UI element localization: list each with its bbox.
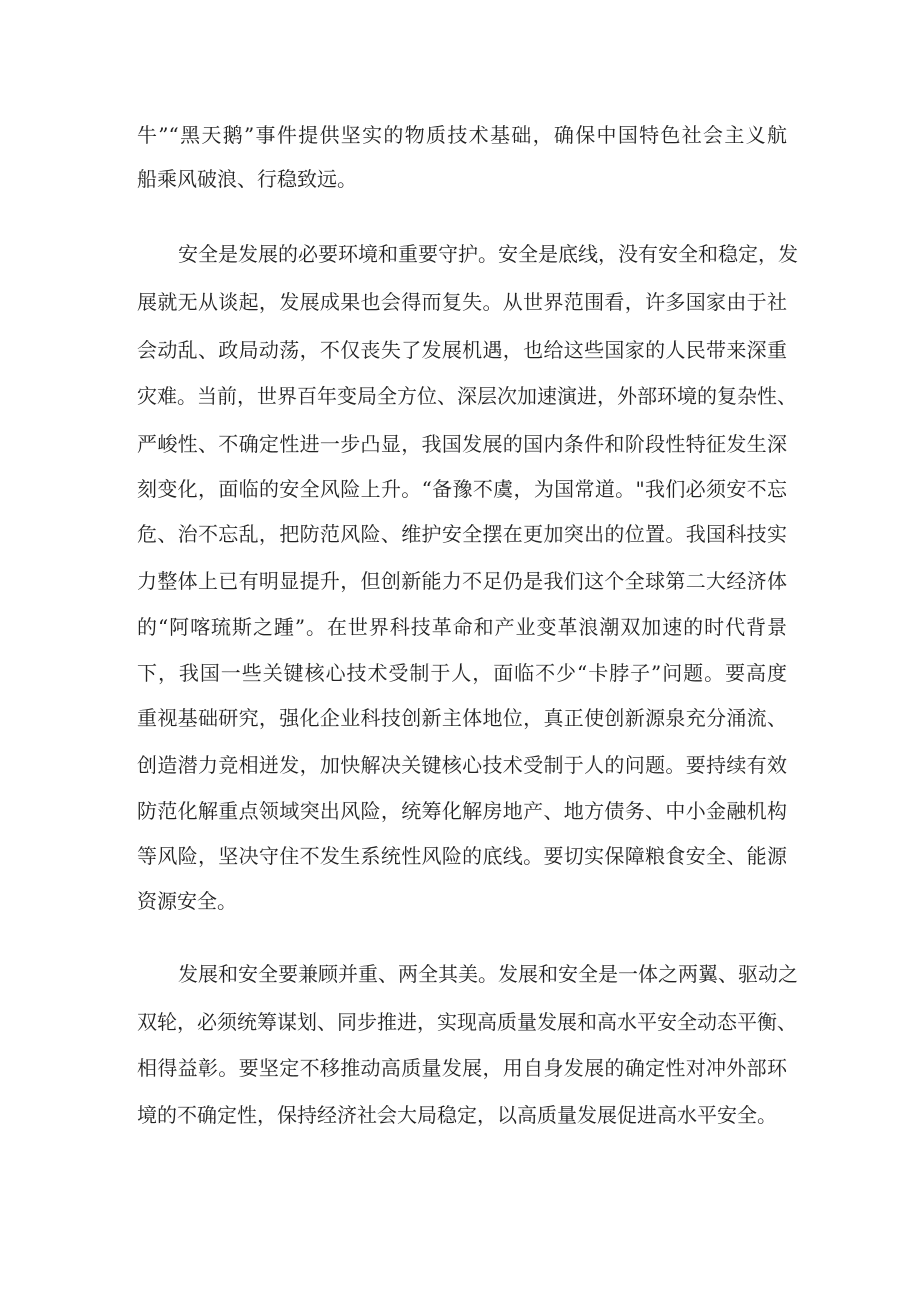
text-line: 灾难。当前，世界百年变局全方位、深层次加速演进，外部环境的复杂性、 <box>137 384 797 408</box>
text-line: 资源安全。 <box>137 889 237 913</box>
text-line: 下，我国一些关键核心技术受制于人，面临不少“卡脖子”问题。要高度 <box>137 661 787 685</box>
text-line: 创造潜力竞相迸发，加快解决关键核心技术受制于人的问题。要持续有效 <box>137 753 787 777</box>
text-line: 安全是发展的必要环境和重要守护。安全是底线，没有安全和稳定，发 <box>178 242 798 266</box>
text-line: 牛”“黑天鹅”事件提供坚实的物质技术基础，确保中国特色社会主义航 <box>137 123 787 147</box>
text-line: 展就无从谈起，发展成果也会得而复失。从世界范围看，许多国家由于社 <box>137 290 787 314</box>
text-line: 双轮，必须统筹谋划、同步推进，实现高质量发展和高水平安全动态平衡、 <box>137 1010 797 1034</box>
text-line: 发展和安全要兼顾并重、两全其美。发展和安全是一体之两翼、驱动之 <box>178 962 798 986</box>
text-line: 等风险，坚决守住不发生系统性风险的底线。要切实保障粮食安全、能源 <box>137 844 787 868</box>
text-line: 境的不确定性，保持经济社会大局稳定，以高质量发展促进高水平安全。 <box>137 1103 777 1127</box>
text-line: 的“阿喀琉斯之踵”。在世界科技革命和产业变革浪潮双加速的时代背景 <box>137 615 787 639</box>
text-line: 重视基础研究，强化企业科技创新主体地位，真正使创新源泉充分涌流、 <box>137 706 787 730</box>
text-line: 刻变化，面临的安全风险上升。“备豫不虞，为国常道。"我们必须安不忘 <box>137 477 787 501</box>
text-line: 船乘风破浪、行稳致远。 <box>137 167 357 191</box>
text-line: 防范化解重点领域突出风险，统筹化解房地产、地方债务、中小金融机构 <box>137 799 787 823</box>
text-line: 严峻性、不确定性进一步凸显，我国发展的国内条件和阶段性特征发生深 <box>137 432 787 456</box>
text-line: 会动乱、政局动荡，不仅丧失了发展机遇，也给这些国家的人民带来深重 <box>137 338 787 362</box>
text-line: 力整体上已有明显提升，但创新能力不足仍是我们这个全球第二大经济体 <box>137 569 787 593</box>
text-line: 危、治不忘乱，把防范风险、维护安全摆在更加突出的位置。我国科技实 <box>137 522 787 546</box>
text-line: 相得益彰。要坚定不移推动高质量发展，用自身发展的确定性对冲外部环 <box>137 1056 787 1080</box>
